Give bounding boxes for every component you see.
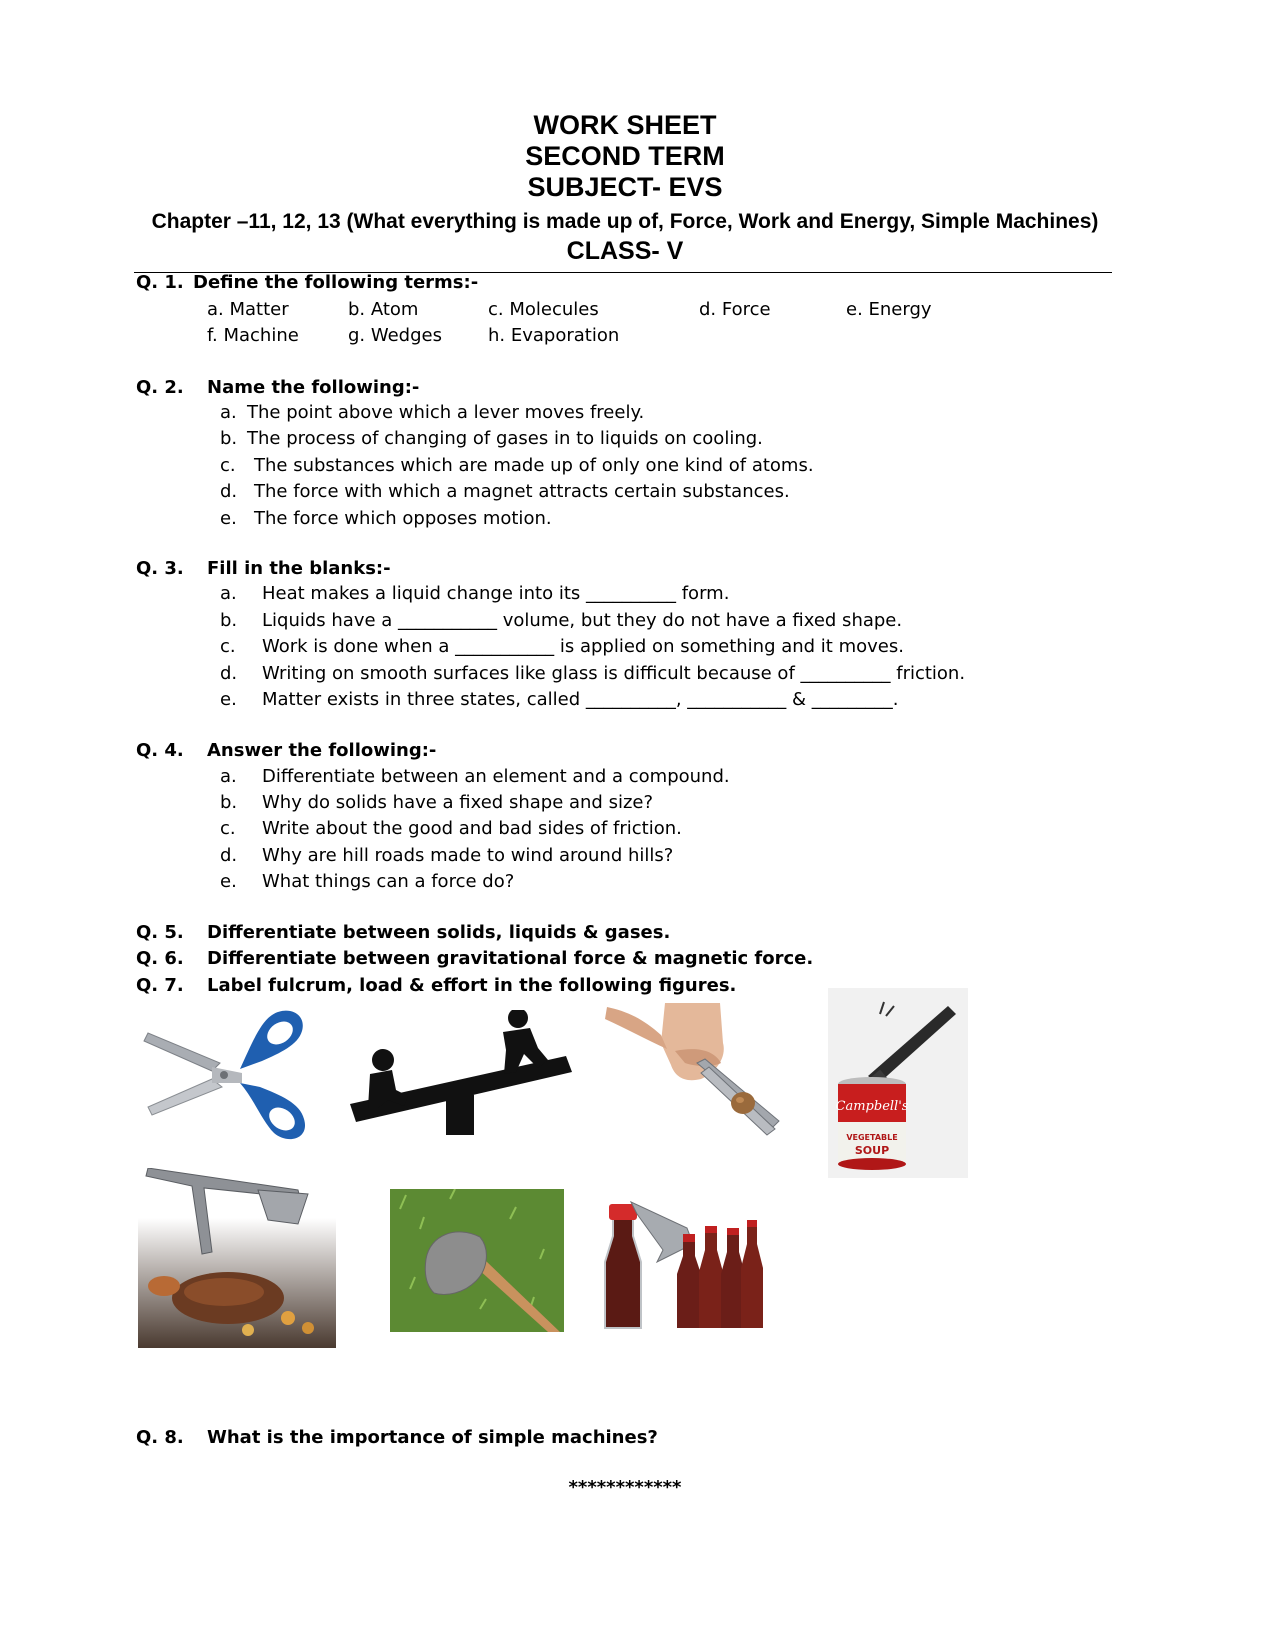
q4-letter: c. (220, 818, 236, 839)
footer-asterisks: ************ (568, 1477, 682, 1498)
can-label-line2: SOUP (854, 1144, 890, 1157)
q6-number: Q. 6. (136, 948, 184, 969)
q1-term: e. Energy (846, 299, 932, 320)
seesaw-figure (348, 1010, 573, 1135)
q2-letter: a. (220, 402, 237, 423)
can-opener-figure (828, 988, 968, 1178)
bottle-opener-figure (597, 1192, 769, 1330)
q6-text: Differentiate between gravitational force & magnetic force. (207, 948, 814, 969)
can-label-line1: VEGETABLE (846, 1133, 898, 1142)
q2-letter: e. (220, 508, 237, 529)
q3-number: Q. 3. (136, 558, 184, 579)
q2-letter: c. (220, 455, 236, 476)
worksheet-title: WORK SHEET (533, 110, 717, 140)
q1-term: f. Machine (207, 325, 299, 346)
term-title: SECOND TERM (525, 141, 725, 171)
q3-item: Work is done when a ___________ is applied on something and it moves. (262, 636, 904, 657)
q2-item: The process of changing of gases in to liquids on cooling. (247, 428, 763, 449)
q3-letter: e. (220, 689, 237, 710)
q3-letter: c. (220, 636, 236, 657)
scissors-figure (142, 1003, 317, 1148)
q4-item: Why do solids have a fixed shape and size? (262, 792, 654, 813)
q8-number: Q. 8. (136, 1427, 184, 1448)
q2-letter: d. (220, 481, 238, 502)
q1-heading: Define the following terms:- (193, 272, 479, 293)
nutcracker-figure (605, 1003, 795, 1148)
q7-number: Q. 7. (136, 975, 184, 996)
q3-letter: d. (220, 663, 238, 684)
q2-item: The substances which are made up of only one kind of atoms. (254, 455, 814, 476)
q2-heading: Name the following:- (207, 377, 420, 398)
q1-term: a. Matter (207, 299, 289, 320)
q1-term: b. Atom (348, 299, 419, 320)
q3-item: Liquids have a ___________ volume, but they do not have a fixed shape. (262, 610, 903, 631)
q5-text: Differentiate between solids, liquids & gases. (207, 922, 671, 943)
q4-letter: a. (220, 766, 237, 787)
q1-term: d. Force (699, 299, 771, 320)
q4-item: What things can a force do? (262, 871, 515, 892)
q1-term: g. Wedges (348, 325, 442, 346)
q4-letter: d. (220, 845, 238, 866)
q2-item: The force with which a magnet attracts certain substances. (254, 481, 790, 502)
q4-letter: b. (220, 792, 238, 813)
q2-letter: b. (220, 428, 238, 449)
q4-number: Q. 4. (136, 740, 184, 761)
q3-heading: Fill in the blanks:- (207, 558, 391, 579)
q2-item: The point above which a lever moves freely. (247, 402, 645, 423)
q4-letter: e. (220, 871, 237, 892)
q2-item: The force which opposes motion. (254, 508, 552, 529)
q8-text: What is the importance of simple machines? (207, 1427, 658, 1448)
q4-item: Why are hill roads made to wind around hills? (262, 845, 674, 866)
tongs-figure (138, 1168, 336, 1348)
hoe-figure (390, 1189, 564, 1332)
q3-item: Matter exists in three states, called __________, ___________ & _________. (262, 689, 899, 710)
can-brand: Campbell's (835, 1099, 909, 1114)
q1-term: c. Molecules (488, 299, 599, 320)
q3-item: Heat makes a liquid change into its __________ form. (262, 583, 730, 604)
q1-term: h. Evaporation (488, 325, 620, 346)
q1-number: Q. 1. (136, 272, 184, 293)
q3-letter: a. (220, 583, 237, 604)
q5-number: Q. 5. (136, 922, 184, 943)
class-title: CLASS- V (566, 237, 684, 265)
q7-text: Label fulcrum, load & effort in the following figures. (207, 975, 737, 996)
chapter-line: Chapter –11, 12, 13 (What everything is made up of, Force, Work and Energy, Simple Machines) (151, 210, 1099, 233)
q3-letter: b. (220, 610, 238, 631)
subject-title: SUBJECT- EVS (527, 172, 723, 202)
q4-item: Differentiate between an element and a compound. (262, 766, 730, 787)
q2-number: Q. 2. (136, 377, 184, 398)
q4-heading: Answer the following:- (207, 740, 437, 761)
q3-item: Writing on smooth surfaces like glass is difficult because of __________ friction. (262, 663, 966, 684)
q4-item: Write about the good and bad sides of friction. (262, 818, 682, 839)
